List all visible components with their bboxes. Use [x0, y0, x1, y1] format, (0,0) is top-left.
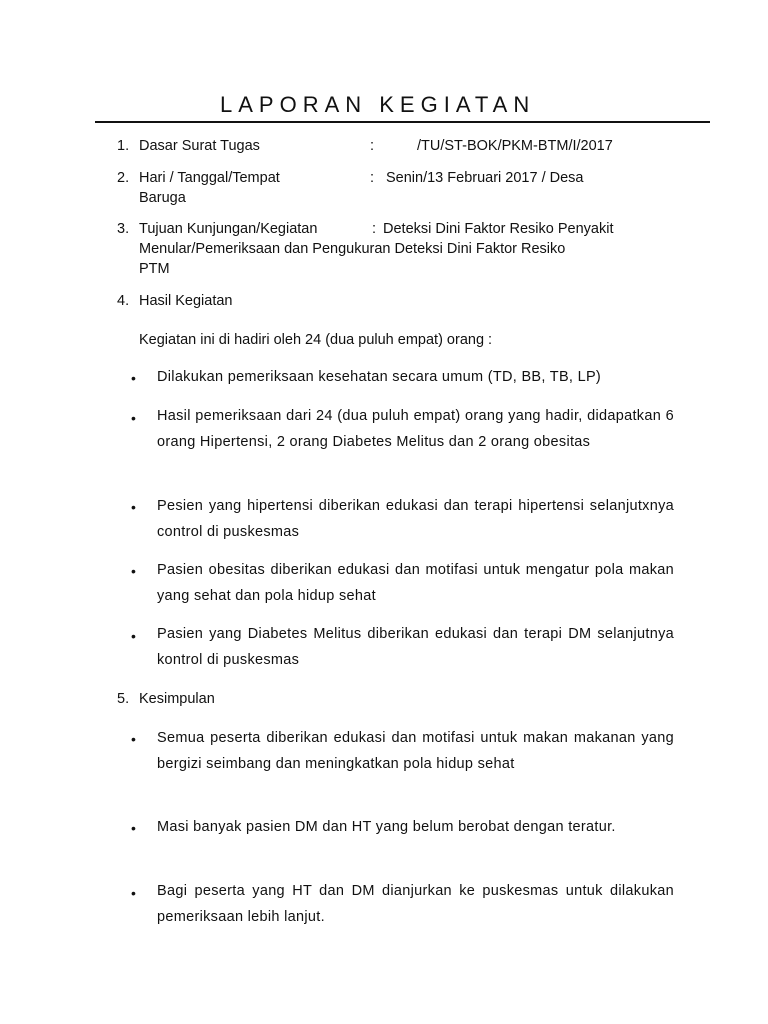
page-title: LAPORAN KEGIATAN	[220, 92, 536, 117]
section-1-value: /TU/ST-BOK/PKM-BTM/I/2017	[417, 138, 613, 154]
section-2-value: Senin/13 Februari 2017 / Desa	[386, 170, 584, 186]
result-bullet-5: Pasien yang Diabetes Melitus diberikan edukasi dan terapi DM selanjutnya kontrol di puskesmas	[157, 626, 674, 668]
section-1-number: 1.	[117, 138, 130, 154]
section-2-label: Hari / Tanggal/Tempat	[139, 170, 280, 186]
bullet-icon: •	[131, 885, 136, 901]
section-4-number: 4.	[117, 293, 130, 309]
conclusion-bullet-2: Masi banyak pasien DM dan HT yang belum berobat dengan teratur.	[157, 819, 616, 835]
bullet-icon: •	[131, 563, 136, 579]
section-2-continuation: Baruga	[139, 190, 186, 206]
result-bullet-2: Hasil pemeriksaan dari 24 (dua puluh empat) orang yang hadir, didapatkan 6 orang Hipertensi, 2 orang Diabetes Melitus dan 2 orang obesitas	[157, 408, 674, 450]
section-2-number: 2.	[117, 170, 130, 186]
section-4-intro: Kegiatan ini di hadiri oleh 24 (dua puluh empat) orang :	[139, 332, 493, 348]
section-5-number: 5.	[117, 691, 130, 707]
title-underline	[95, 121, 710, 123]
bullet-icon: •	[131, 628, 136, 644]
section-5-label: Kesimpulan	[139, 691, 215, 707]
section-3-number: 3.	[117, 221, 130, 237]
result-bullet-1: Dilakukan pemeriksaan kesehatan secara umum (TD, BB, TB, LP)	[157, 369, 602, 385]
result-bullet-4: Pasien obesitas diberikan edukasi dan motifasi untuk mengatur pola makan yang sehat dan pola hidup sehat	[157, 562, 674, 604]
conclusion-bullet-3: Bagi peserta yang HT dan DM dianjurkan ke puskesmas untuk dilakukan pemeriksaan lebih lanjut.	[157, 883, 674, 925]
section-1-label: Dasar Surat Tugas	[139, 138, 260, 154]
section-3-continuation: Menular/Pemeriksaan dan Pengukuran Deteksi Dini Faktor Resiko	[139, 241, 566, 257]
bullet-icon: •	[131, 410, 136, 426]
section-3-colon: :	[372, 221, 377, 237]
section-2-colon: :	[370, 170, 375, 186]
bullet-icon: •	[131, 731, 136, 747]
bullet-icon: •	[131, 820, 136, 836]
section-3-continuation-2: PTM	[139, 261, 170, 277]
conclusion-bullet-1: Semua peserta diberikan edukasi dan motifasi untuk makan makanan yang bergizi seimbang dan meningkatkan pola hidup sehat	[157, 730, 674, 772]
result-bullet-3: Pesien yang hipertensi diberikan edukasi dan terapi hipertensi selanjutxnya control di puskesmas	[157, 498, 674, 540]
section-1-colon: :	[370, 138, 375, 154]
section-3-value: Deteksi Dini Faktor Resiko Penyakit	[383, 221, 614, 237]
bullet-icon: •	[131, 499, 136, 515]
bullet-icon: •	[131, 370, 136, 386]
section-4-label: Hasil Kegiatan	[139, 293, 233, 309]
section-3-label: Tujuan Kunjungan/Kegiatan	[139, 221, 318, 237]
